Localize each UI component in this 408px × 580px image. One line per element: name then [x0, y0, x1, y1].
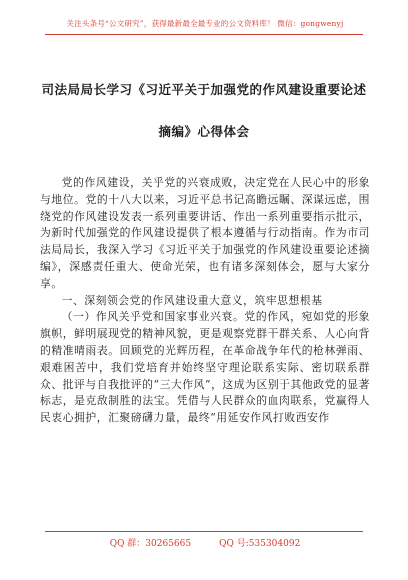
footer-qq-group: QQ 群：30265665 — [109, 539, 192, 549]
header-banner: 关注头条号“公文研究”，获得最新最全最专业的公文资料库！ 微信：gongwenyj — [66, 19, 344, 28]
document-body — [40, 175, 370, 427]
footer-contact — [40, 536, 370, 549]
footer-qq-number: QQ 号:535304092 — [219, 539, 301, 549]
footer-divider — [45, 531, 363, 532]
document-title-line-1: 司法局局长学习《习近平关于加强党的作风建设重要论述 — [41, 82, 367, 97]
header-divider — [45, 34, 363, 35]
body-paragraph-intro: 党的作风建设，关乎党的兴衰成败，决定党在人民心中的形象与地位。党的十八大以来，习近平总书记高瞻远瞩、深谋远虑，围绕党的作风建设发表一系列重要讲话、作出一系列重要指示批示，为新时代加强党的作风建设提供了根本遵循与行动指南。作为市司法局局长，我深入学习《习近平关于加强党的作风建设重要论述摘编》，深感责任重大、使命光荣，也有诸多深刻体会，愿与大家分享。 — [40, 176, 370, 290]
body-paragraph-section-1-1: （一）作风关乎党和国家事业兴衰。党的作风，宛如党的形象旗帜，鲜明展现党的精神风貌，更是观察党群干群关系、人心向背的精准晴雨表。回顾党的光辉历程，在革命战争年代的枪林弹雨、艰难困苦中，我们党培育并始终坚守理论联系实际、密切联系群众、批评与自我批评的“三大作风”，这成为区别于其他政党的显著标志，是克敌制胜的法宝。凭借与人民群众的血肉联系，党赢得人民衷心拥护，汇聚磅礴力量，最终“用延安作风打败西安作 — [40, 310, 370, 425]
section-heading-1: 一、深刻领会党的作风建设重大意义，筑牢思想根基 — [61, 293, 323, 307]
document-title-line-2: 摘编》心得体会 — [158, 124, 250, 139]
